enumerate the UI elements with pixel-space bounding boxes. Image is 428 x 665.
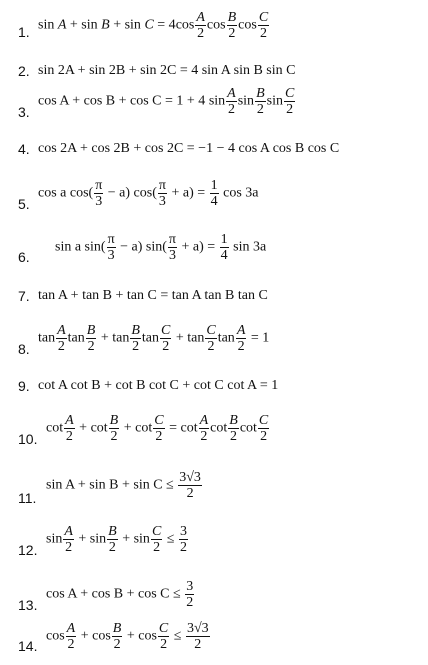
- formula-12: sin $\frac{A}{2}$ + sin $\frac{B}{2}$ + sin $\frac{C}{2}$ ≤ $\frac{3}{2}$: [46, 524, 187, 555]
- formula-number: 6.: [18, 249, 30, 265]
- formula-number: 13.: [18, 597, 38, 613]
- formula-2: sin 2A + sin 2B + sin 2C = 4 sin A sin B sin C: [38, 63, 296, 78]
- formula-9: cot A cot B + cot B cot C + cot C cot A = 1: [38, 378, 279, 393]
- formula-6: sin a sin( $\frac{\pi}{3}$ − a) sin( $\frac{\pi}{3}$ + a) = $\frac{1}{4}$ sin 3a: [55, 232, 267, 263]
- formula-number: 5.: [18, 196, 30, 212]
- formula-3: cos A + cos B + cos C = 1 + 4 sin $\frac{A}{2}$ sin $\frac{B}{2}$ sin $\frac{C}{2}$: [38, 86, 295, 117]
- formula-number: 12.: [18, 542, 38, 558]
- formula-8: tan $\frac{A}{2}$ tan $\frac{B}{2}$ + tan $\frac{B}{2}$ tan $\frac{C}{2}$ + tan $\frac{C}{2}$ tan $\frac{A}{2}$ = 1: [38, 323, 270, 354]
- formula-number: 10.: [18, 431, 38, 447]
- formula-1: sin A + sin B + sin C = 4cos $\frac{A}{2}$ cos $\frac{B}{2}$ cos $\frac{C}{2}$: [38, 10, 269, 41]
- formula-14: cos $\frac{A}{2}$ + cos $\frac{B}{2}$ + cos $\frac{C}{2}$ ≤ $\frac{3√3}{2}$: [46, 621, 209, 652]
- formula-number: 7.: [18, 288, 30, 304]
- formula-number: 4.: [18, 141, 30, 157]
- formula-number: 2.: [18, 63, 30, 79]
- formula-4: cos 2A + cos 2B + cos 2C = −1 − 4 cos A cos B cos C: [38, 141, 340, 156]
- formula-number: 14.: [18, 638, 38, 654]
- formula-5: cos a cos( $\frac{\pi}{3}$ − a) cos( $\frac{\pi}{3}$ + a) = $\frac{1}{4}$ cos 3a: [38, 178, 259, 209]
- formula-number: 1.: [18, 24, 30, 40]
- formula-number: 11.: [18, 490, 37, 506]
- formula-13: cos A + cos B + cos C ≤ $\frac{3}{2}$: [46, 579, 194, 610]
- formula-11: sin A + sin B + sin C ≤ $\frac{3√3}{2}$: [46, 470, 201, 501]
- formula-number: 3.: [18, 104, 30, 120]
- formula-number: 8.: [18, 341, 30, 357]
- formula-number: 9.: [18, 378, 30, 394]
- formula-7: tan A + tan B + tan C = tan A tan B tan C: [38, 288, 268, 303]
- formula-10: cot $\frac{A}{2}$ + cot $\frac{B}{2}$ + cot $\frac{C}{2}$ = cot $\frac{A}{2}$ cot $\frac{B}{2}$ cot $\frac{C}{2}$: [46, 413, 269, 444]
